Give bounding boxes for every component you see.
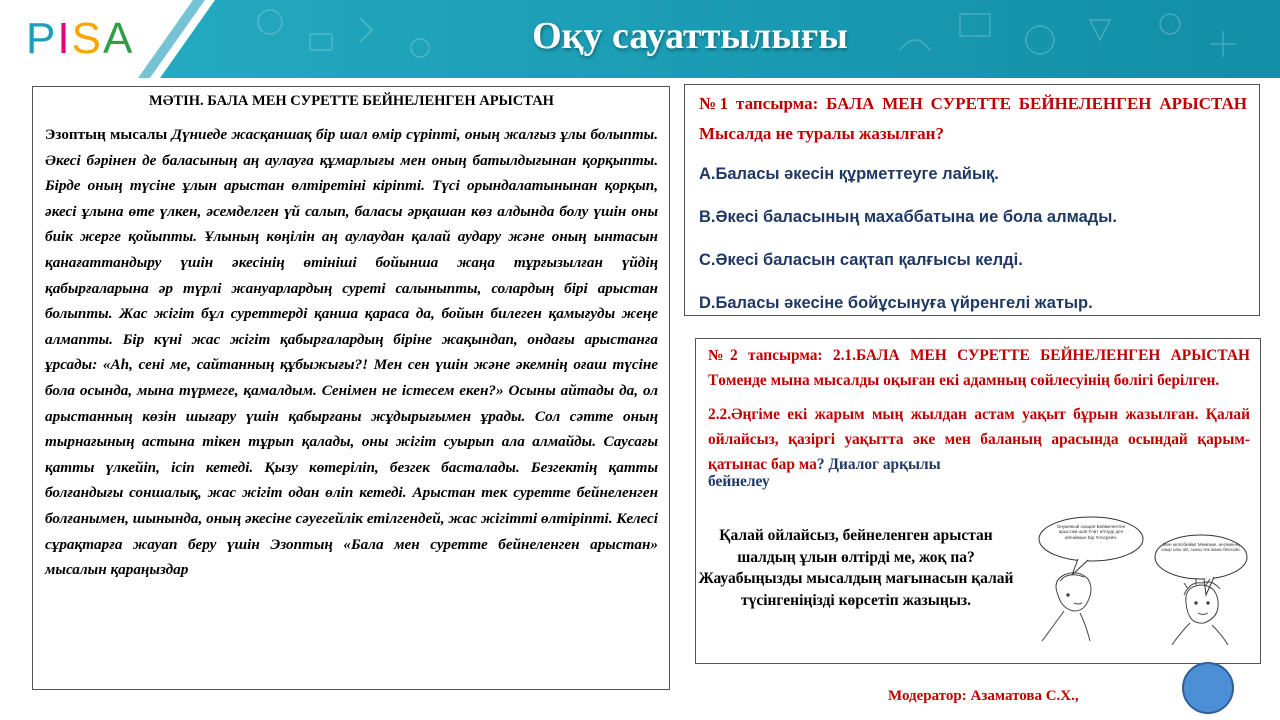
task2-inner-question: Қалай ойлайсыз, бейнеленген арыстан шалдың ұлын өлтірді ме, жоқ па? Жауабыңызды мысалдың мағынасын қалай түсінгеніңізді көрсетіп жазыңыз. (698, 527, 1014, 609)
task2-part2 (708, 402, 1250, 477)
task2-part2-navy: ? Диалог арқылы (816, 456, 941, 473)
task1-option-d[interactable]: D.Баласы әкесіне бойұсынуға үйренгелі жатыр. (699, 294, 1093, 312)
text-lead: Эзоптың мысалы (45, 126, 168, 143)
moderator-credit: Модератор: Азаматова С.Х., (888, 688, 1079, 704)
dialog-illustration (1036, 515, 1251, 645)
text-body-content: Дүниеде жасқаншақ бір шал өмір сүріпті, оның жалғыз ұлы болыпты. Әкесі бәрінен де баласының аң аулауға құмарлығы мен оның батылдығынан қорқыпты. Бірде оның түсіне ұлын арыстан өлтіретіні кіріпті. Түсі орындалатынынан қорқып, әкесі ұлына өте үлкен, әсемделген үй салып, баласы әрқашан көз алдында болу үшін оны биік жерге қойыпты. Ұлының көңілін аң аулаудан қалай аудару және оның ынтасын қанағаттандыру үшін әкесінің өтініші бойынша жаңа тұрғызылған үйдің қабырғаларына әр түрлі жануарлардың суреті салыныпты, солардың бірі арыстан болыпты. Жас жігіт бұл суреттерді қанша қараса да, бойын билеген қамығуды жеңе алмапты. Бір күні жас жігіт қабырғалардың біріне жақындап, ондағы арыстанға ұрсады: «Ah, сені ме, сайтанның құбыжығы?! Мен сен үшін және әкемнің оғаш түсіне бола осында, мына түрмеге, қамалдым. Сенімен не істесем екен?» Осыны айтады да, ол арыстанның көзін шығару үшін қабырғаны жұдырығымен ұрады. Сол сәтте оның тырнағының астына тікен тұрып қалады, оны жігіт суырып ала алмайды. Саусағы қатты үлкейіп, ісіп кетеді. Қызу көтеріліп, безгек басталады. Безгектің қатты болғандығы соншалық, жас жігіт одан өліп кетеді. Арыстан тек суретте бейнеленген болғанымен, шынында, оның әкесіне сәуегейлік етілгендей, жас жігітті өлтіріпті. Келесі сұрақтарға жауап беру үшін Эзоптың «Бала мен суретте бейнеленген арыстан» мысалын қараңыздар (45, 126, 658, 579)
person-right-sketch (1172, 578, 1228, 645)
page-title: Оқу сауаттылығы (532, 15, 848, 57)
task1-box (684, 84, 1260, 316)
pisa-logo (26, 14, 134, 64)
task1-question (699, 89, 1247, 149)
logo-letter: S (71, 14, 103, 63)
task1-number: №1 тапсырма: (699, 94, 819, 113)
task2-part1: №2 тапсырма: 2.1.БАЛА МЕН СУРЕТТЕ БЕЙНЕЛЕНГЕН АРЫСТАН Төменде мына мысалды оқыған екі адамның сөйлесуінің бөлігі берілген. (708, 347, 1250, 389)
logo-letter: A (102, 14, 135, 63)
slide-header (0, 0, 1280, 78)
logo-letter: P (26, 14, 58, 63)
text-body (45, 122, 658, 583)
reading-text-box (32, 86, 670, 690)
task1-option-b[interactable]: В.Әкесі баласының махаббатына ие бола алмады. (699, 208, 1117, 226)
navigation-circle-button[interactable] (1182, 662, 1234, 714)
task2-box (695, 338, 1261, 664)
logo-letter: I (57, 14, 72, 63)
task1-option-c[interactable]: С.Әкесі баласын сақтап қалғысы келді. (699, 251, 1023, 269)
bubble-left-text: Онyмяный озация Беймелентен арыстам шая Ұлит өлтірді деп ойлаймын Бір Ұлсерейн. (1056, 524, 1126, 540)
text-title: МӘТІН. БАЛА МЕН СУРЕТТЕ БЕЙНЕЛЕНГЕН АРЫСТАН (149, 93, 554, 109)
bubble-right-text: Мен келсібейім! Мемізме, негімеінің озыр олы ой, сыны тек жана белсізві. (1161, 542, 1241, 553)
task1-question-text: БАЛА МЕН СУРЕТТЕ БЕЙНЕЛЕНГЕН АРЫСТАН Мысалда не туралы жазылған? (699, 94, 1247, 143)
person-left-sketch (1042, 573, 1091, 641)
task1-option-a[interactable]: А.Баласы әкесін құрметтеуге лайық. (699, 165, 999, 183)
task2-part2-red: 2.2.Әңгіме екі жарым мың жылдан астам уақыт бұрын жазылған. Қалай ойлайсыз, қазіргі уақытта әке мен баланың арасында осындай қарым-қатынас бар ма (708, 406, 1250, 473)
task2-part2-tail: бейнелеу (708, 473, 770, 490)
